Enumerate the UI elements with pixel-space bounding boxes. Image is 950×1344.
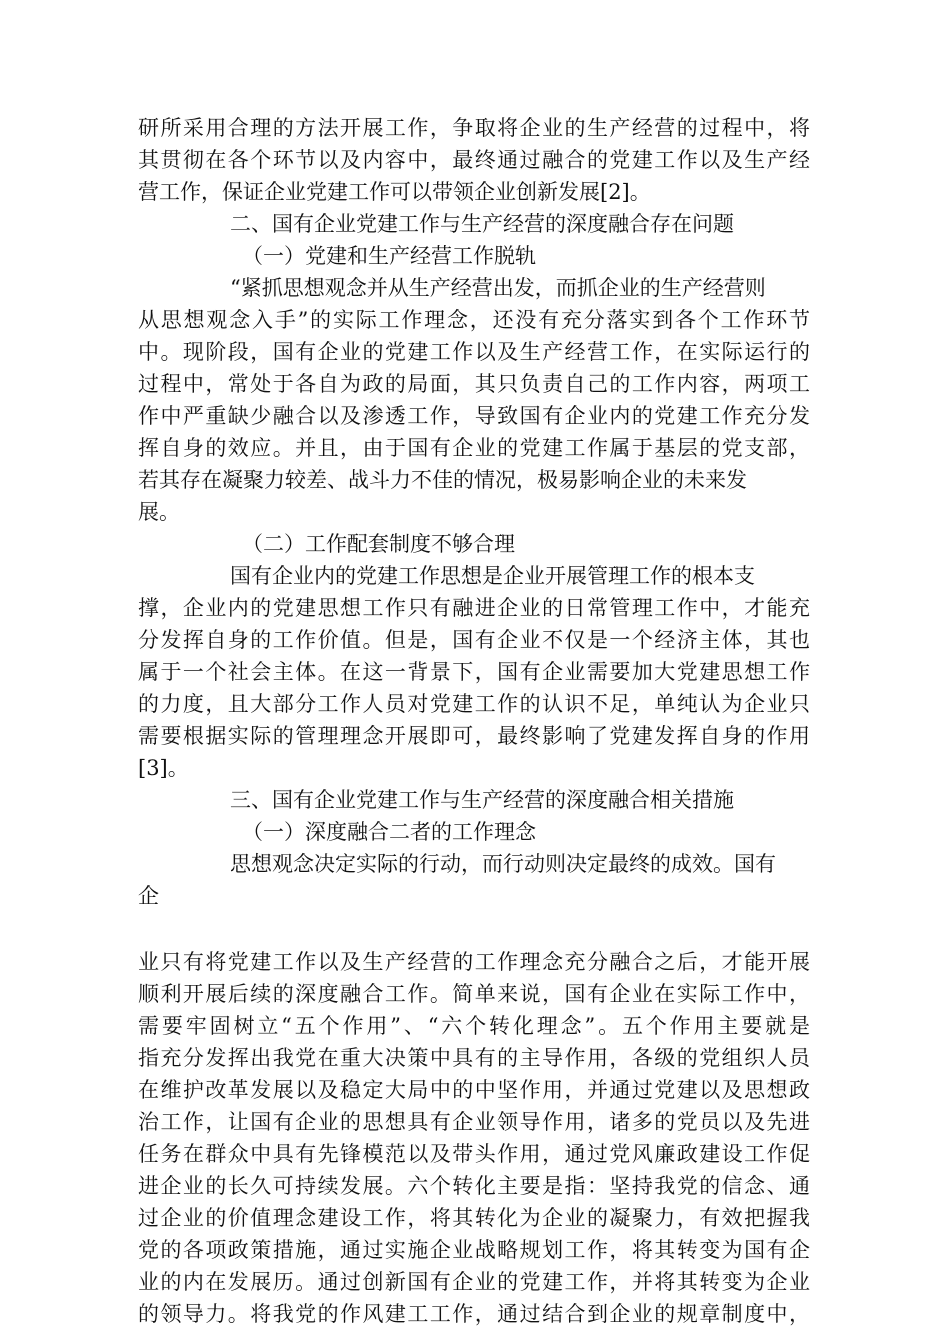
text-line: 若其存在凝聚力较差、战斗力不佳的情况，极易影响企业的未来发 [138,468,747,492]
paragraph-2-2 [138,560,810,784]
page-gap [138,912,810,946]
subsection-title-2-1: （一）党建和生产经营工作脱轨 [242,244,536,268]
text-line: 从思想观念入手”的实际工作理念，还没有充分落实到各个工作环节 [138,308,810,332]
text-line: 属于一个社会主体。在这一背景下，国有企业需要加大党建思想工作 [138,660,810,684]
section-heading-2: 二、国有企业党建工作与生产经营的深度融合存在问题 [230,212,734,236]
paragraph-2-1 [138,272,810,528]
text-line: 挥自身的效应。并且，由于国有企业的党建工作属于基层的党支部， [138,436,810,460]
text-line: 需要根据实际的管理理念开展即可，最终影响了党建发挥自身的作用 [138,724,810,748]
text-line: 国有企业内的党建工作思想是企业开展管理工作的根本支 [230,564,755,588]
text-line: 撑，企业内的党建思想工作只有融进企业的日常管理工作中，才能充 [138,596,810,620]
paragraph-3-1 [138,848,810,1330]
text-line: 业只有将党建工作以及生产经营的工作理念充分融合之后，才能开展 [138,950,810,974]
text-line: 业的内在发展历。通过创新国有企业的党建工作，并将其转变为企业 [138,1270,810,1294]
section-heading-3: 三、国有企业党建工作与生产经营的深度融合相关措施 [230,788,734,812]
text-line: 营工作，保证企业党建工作可以带领企业创新发展[2]。 [138,180,651,204]
text-line: [3]。 [138,756,189,780]
text-line: 企 [138,884,159,908]
text-line: 中。现阶段，国有企业的党建工作以及生产经营工作，在实际运行的 [138,340,810,364]
text-line: 过程中，常处于各自为政的局面，其只负责自己的工作内容，两项工 [138,372,810,396]
subsection-title-3-1: （一）深度融合二者的工作理念 [242,820,536,844]
text-line: 的领导力。将我党的作风建工工作，通过结合到企业的规章制度中， [138,1302,810,1326]
text-line: 分发挥自身的工作价值。但是，国有企业不仅是一个经济主体，其也 [138,628,810,652]
paragraph-intro [138,112,810,208]
text-line: 治工作，让国有企业的思想具有企业领导作用，诸多的党员以及先进 [138,1110,810,1134]
document-page [138,112,810,1330]
text-line: 需要牢固树立“五个作用”、“六个转化理念”。五个作用主要就是 [138,1014,810,1038]
text-line: 指充分发挥出我党在重大决策中具有的主导作用，各级的党组织人员 [138,1046,810,1070]
subsection-title-2-2: （二）工作配套制度不够合理 [242,532,515,556]
text-line: 党的各项政策措施，通过实施企业战略规划工作，将其转变为国有企 [138,1238,810,1262]
text-line: “紧抓思想观念并从生产经营出发，而抓企业的生产经营则 [230,276,766,300]
text-line: 在维护改革发展以及稳定大局中的中坚作用，并通过党建以及思想政 [138,1078,810,1102]
text-line: 展。 [138,500,180,524]
text-line: 顺利开展后续的深度融合工作。简单来说，国有企业在实际工作中， [138,982,810,1006]
text-line: 进企业的长久可持续发展。六个转化主要是指：坚持我党的信念、通 [138,1174,810,1198]
text-line: 过企业的价值理念建设工作，将其转化为企业的凝聚力，有效把握我 [138,1206,810,1230]
text-line: 其贯彻在各个环节以及内容中，最终通过融合的党建工作以及生产经 [138,148,810,172]
text-line: 任务在群众中具有先锋模范以及带头作用，通过党风廉政建设工作促 [138,1142,810,1166]
text-line: 作中严重缺少融合以及渗透工作，导致国有企业内的党建工作充分发 [138,404,810,428]
text-line: 研所采用合理的方法开展工作，争取将企业的生产经营的过程中，将 [138,116,810,140]
text-line: 的力度，且大部分工作人员对党建工作的认识不足，单纯认为企业只 [138,692,810,716]
text-line: 思想观念决定实际的行动，而行动则决定最终的成效。国有 [230,852,776,876]
